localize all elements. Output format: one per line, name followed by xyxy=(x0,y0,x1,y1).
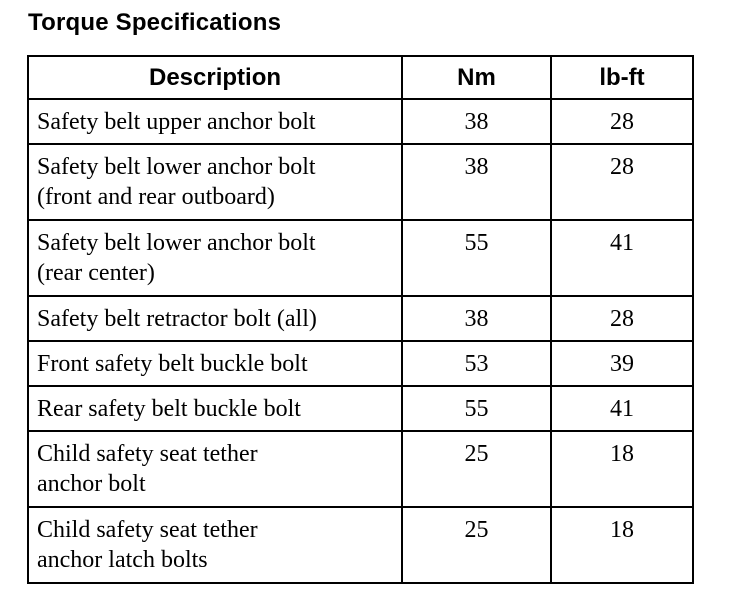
description-cell: Child safety seat tether anchor bolt xyxy=(28,431,402,507)
lb-ft-cell: 28 xyxy=(551,144,693,220)
nm-cell: 38 xyxy=(402,144,551,220)
nm-cell: 55 xyxy=(402,386,551,431)
description-cell: Safety belt lower anchor bolt (front and rear outboard) xyxy=(28,144,402,220)
lb-ft-cell: 28 xyxy=(551,99,693,144)
table-row xyxy=(28,507,693,583)
description-cell: Front safety belt buckle bolt xyxy=(28,341,402,386)
description-cell: Safety belt upper anchor bolt xyxy=(28,99,402,144)
nm-cell: 55 xyxy=(402,220,551,296)
nm-cell: 25 xyxy=(402,431,551,507)
table-row xyxy=(28,99,693,144)
description-cell: Rear safety belt buckle bolt xyxy=(28,386,402,431)
lb-ft-cell: 41 xyxy=(551,386,693,431)
table-row xyxy=(28,341,693,386)
column-header-description: Description xyxy=(28,56,402,99)
page-title: Torque Specifications xyxy=(28,9,282,36)
column-header-nm: Nm xyxy=(402,56,551,99)
table-row xyxy=(28,386,693,431)
description-cell: Child safety seat tether anchor latch bolts xyxy=(28,507,402,583)
lb-ft-cell: 18 xyxy=(551,507,693,583)
description-cell: Safety belt retractor bolt (all) xyxy=(28,296,402,341)
lb-ft-cell: 39 xyxy=(551,341,693,386)
lb-ft-cell: 18 xyxy=(551,431,693,507)
lb-ft-cell: 28 xyxy=(551,296,693,341)
table-row xyxy=(28,220,693,296)
table-row xyxy=(28,296,693,341)
torque-specifications-table xyxy=(27,55,694,584)
column-header-lb-ft: lb-ft xyxy=(551,56,693,99)
nm-cell: 53 xyxy=(402,341,551,386)
lb-ft-cell: 41 xyxy=(551,220,693,296)
nm-cell: 38 xyxy=(402,99,551,144)
nm-cell: 38 xyxy=(402,296,551,341)
description-cell: Safety belt lower anchor bolt (rear center) xyxy=(28,220,402,296)
table-row xyxy=(28,431,693,507)
table-row xyxy=(28,144,693,220)
table-header-row xyxy=(28,56,693,99)
nm-cell: 25 xyxy=(402,507,551,583)
